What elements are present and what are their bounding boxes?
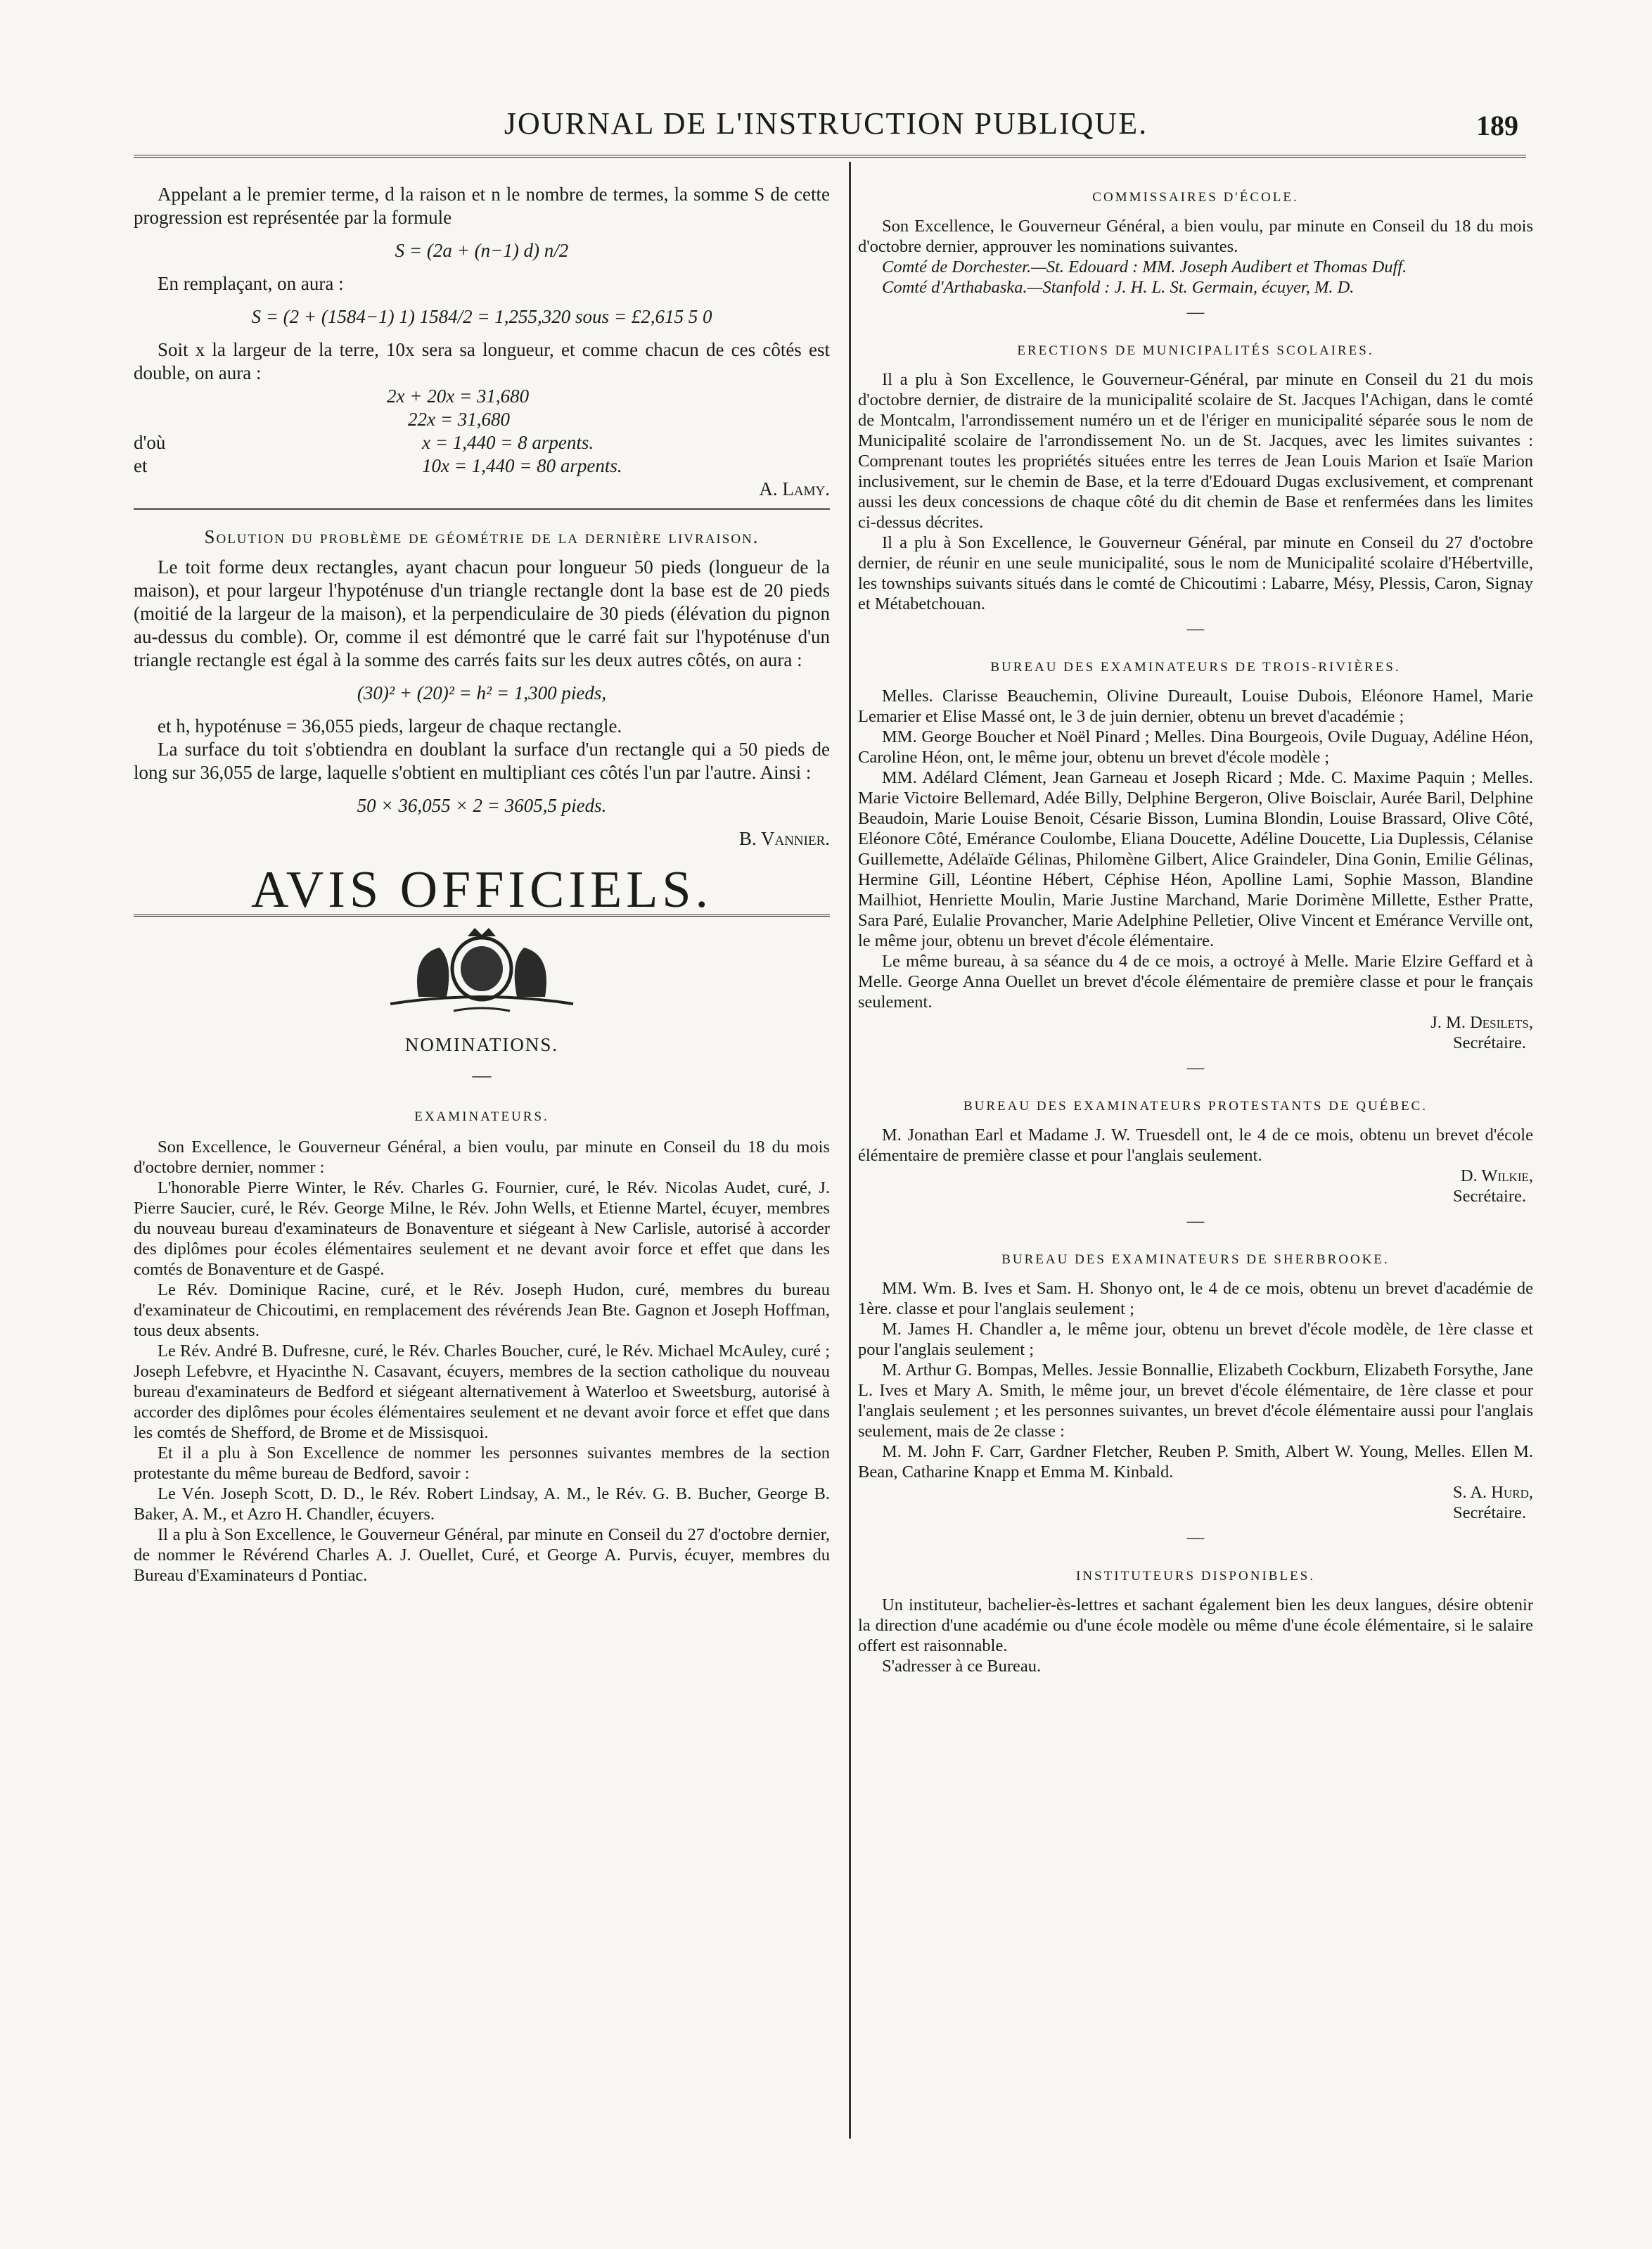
signature-vannier: B. Vannier. bbox=[738, 828, 830, 849]
avis-officiels-title: AVIS OFFICIELS. bbox=[250, 861, 713, 919]
signature-wilkie: D. Wilkie, bbox=[1460, 1166, 1533, 1185]
dash-separator: — bbox=[1186, 1211, 1205, 1230]
commissaires-paragraph-2: Comté de Dorchester.—St. Edouard : MM. Joseph Audibert et Thomas Duff. bbox=[882, 257, 1407, 276]
formula-result: S = (2 + (1584−1) 1) 1584/2 = 1,255,320 sous = £2,615 5 0 bbox=[251, 306, 712, 327]
royal-crest-icon bbox=[376, 926, 587, 1018]
signature-role: Secrétaire. bbox=[1452, 1187, 1526, 1206]
solution-paragraph-3: La surface du toit s'obtiendra en doublant la surface d'un rectangle qui a 50 pieds de long sur 36,055 de large, laquelle s'obtient en multipliant ces côtés l'un par l'autre. Ainsi : bbox=[134, 739, 830, 783]
dash-separator: — bbox=[1186, 1058, 1205, 1077]
trois-rivieres-title: BUREAU DES EXAMINATEURS DE TROIS-RIVIÈRES. bbox=[990, 660, 1401, 675]
instituteurs-paragraph-1: Un instituteur, bachelier-ès-lettres et sachant également bien les deux langues, désire obtenir la direction d'une académie ou d'une école modèle ou même d'une école élémentaire, si le salaire offert est raisonnable. bbox=[858, 1595, 1533, 1655]
formula-sum: S = (2a + (n−1) d) n/2 bbox=[395, 240, 569, 261]
trois-rivieres-paragraph-3: MM. Adélard Clément, Jean Garneau et Joseph Ricard ; Mde. C. Maxime Paquin ; Melles. Marie Victoire Bellemard, Adée Billy, Delphine Bergeron, Olive Boisclair, Aurée Baril, Delphine Beaudoin, Marie Louise Benoit, Césarie Bisson, Lumina Blondin, Louise Brassard, Olive Côté, Eléonore Côté, Emérance Coulombe, Eliana Doucette, Adéline Doucette, Lia Duplessis, Célanise Guillemette, Adélaïde Gélinas, Philomène Gilbert, Alice Graindeler, Dina Gonin, Emilie Gélinas, Hermine Gill, Léontine Hébert, Céphise Héon, Apolline Lami, Sophie Masson, Blandine Mailhiot, Henriette Moulin, Marie Justine Marchand, Marie Dorimène Millette, Esther Pratte, Sara Paré, Eulalie Provancher, Marie Adelphine Pelletier, Olive Vincent et Emérance Verville ont, le même jour, obtenu un brevet d'école élémentaire. bbox=[858, 768, 1533, 950]
left-column bbox=[134, 183, 830, 1586]
sherbrooke-paragraph-3: M. Arthur G. Bompas, Melles. Jessie Bonnallie, Elizabeth Cockburn, Elizabeth Forsythe, Jane L. Ives et Mary A. Smith, le même jour, un brevet d'école élémentaire, de 1ère classe et pour l'anglais seulement ; et les personnes suivantes, un brevet d'école élémentaire aussi pour l'anglais seulement, mais de 2e classe : bbox=[858, 1361, 1533, 1441]
nomination-paragraph-2: L'honorable Pierre Winter, le Rév. Charles G. Fournier, curé, le Rév. Nicolas Audet, curé, J. Pierre Saucier, curé, le Rév. George Milne, le Rév. John Wells, et Etienne Martel, écuyer, membres du nouveau bureau d'examinateurs de Bonaventure et siégeant à New Carlisle, autorisé à accorder des diplômes pour écoles élémentaires seulement et ne devant avoir force et effet que dans les comtés de Bonaventure et de Gaspé. bbox=[134, 1178, 830, 1279]
formula-surface: 50 × 36,055 × 2 = 3605,5 pieds. bbox=[357, 795, 607, 816]
quebec-title: BUREAU DES EXAMINATEURS PROTESTANTS DE QUÉBEC. bbox=[963, 1099, 1428, 1114]
solution-paragraph-1: Le toit forme deux rectangles, ayant chacun pour longueur 50 pieds (longueur de la maison), et pour largeur l'hypoténuse d'un triangle rectangle dont la base est de 20 pieds (moitié de la largeur de la maison), et la perpendiculaire de 30 pieds (élévation du pignon au-dessus du comble). Or, comme il est démontré que le carré fait sur l'hypoténuse d'un triangle rectangle est égal à la somme des carrés faits sur les deux autres côtés, on aura : bbox=[134, 556, 830, 670]
equation-4: et 10x = 1,440 = 80 arpents. bbox=[134, 455, 622, 476]
nominations-title: NOMINATIONS. bbox=[404, 1034, 559, 1055]
signature-desilets: J. M. Desilets, bbox=[1430, 1013, 1533, 1032]
signature-hurd: S. A. Hurd, bbox=[1452, 1483, 1533, 1502]
instituteurs-title: INSTITUTEURS DISPONIBLES. bbox=[1076, 1569, 1315, 1584]
nomination-paragraph-1: Son Excellence, le Gouverneur Général, a bien voulu, par minute en Conseil du 18 du mois d'octobre dernier, nommer : bbox=[134, 1138, 830, 1177]
instituteurs-paragraph-2: S'adresser à ce Bureau. bbox=[882, 1657, 1042, 1676]
erections-paragraph-1: Il a plu à Son Excellence, le Gouverneur-Général, par minute en Conseil du 21 du mois d'octobre dernier, de distraire de la municipalité scolaire de St. Jacques l'Achigan, dans le comté de Montcalm, l'arrondissement numéro un et de l'ériger en municipalité séparée sous le nom de Municipalité scolaire de l'arrondissement No. un de St. Jacques, avec les limites suivantes : Comprenant toutes les propriétés situées entre les terres de Jean Louis Marion et Isaïe Marion inclusivement, sur le chemin de Base, et la terre d'Edouard Dugas exclusivement, et comprenant aussi les deux concessions de chaque côté du dit chemin de Base et renfermées dans les limites ci-dessus décrites. bbox=[858, 370, 1533, 532]
nomination-paragraph-5: Et il a plu à Son Excellence de nommer les personnes suivantes membres de la section protestante du même bureau de Bedford, savoir : bbox=[134, 1444, 830, 1483]
trois-rivieres-paragraph-1: Melles. Clarisse Beauchemin, Olivine Dureault, Louise Dubois, Eléonore Hamel, Marie Lemarier et Elise Massé ont, le 3 de juin dernier, obtenu un brevet d'académie ; bbox=[858, 687, 1533, 726]
page-number: 189 bbox=[1476, 110, 1518, 141]
commissaires-paragraph-3: Comté d'Arthabaska.—Stanfold : J. H. L. St. Germain, écuyer, M. D. bbox=[882, 278, 1355, 297]
dash-separator: — bbox=[1186, 302, 1205, 321]
trois-rivieres-paragraph-4: Le même bureau, à sa séance du 4 de ce mois, a octroyé à Melle. Marie Elzire Geffard et à Melle. George Anna Ouellet un brevet d'école élémentaire de première classe et pour le français seulement. bbox=[858, 952, 1533, 1012]
signature-lamy: A. Lamy. bbox=[759, 478, 830, 499]
dash-separator: — bbox=[472, 1064, 492, 1085]
dash-separator: — bbox=[1186, 1528, 1205, 1547]
examinateurs-title: EXAMINATEURS. bbox=[414, 1109, 549, 1124]
journal-title: JOURNAL DE L'INSTRUCTION PUBLIQUE. bbox=[504, 106, 1148, 141]
sherbrooke-title: BUREAU DES EXAMINATEURS DE SHERBROOKE. bbox=[1001, 1252, 1390, 1267]
right-column bbox=[858, 183, 1533, 1676]
erections-paragraph-2: Il a plu à Son Excellence, le Gouverneur Général, par minute en Conseil du 27 d'octobre dernier, de réunir en une seule municipalité, sous le nom de Municipalité scolaire d'Hébertville, les townships suivants situés dans le comté de Chicoutimi : Labarre, Mésy, Plessis, Caron, Signay et Métabetchouan. bbox=[858, 533, 1533, 613]
equation-2: 22x = 31,680 bbox=[408, 409, 510, 430]
sherbrooke-paragraph-1: MM. Wm. B. Ives et Sam. H. Shonyo ont, le 4 de ce mois, obtenu un brevet d'académie de 1ère. classe et pour l'anglais seulement ; bbox=[858, 1279, 1533, 1318]
signature-role: Secrétaire. bbox=[1452, 1033, 1526, 1052]
equation-3: d'où x = 1,440 = 8 arpents. bbox=[134, 432, 594, 453]
commissaires-paragraph-1: Son Excellence, le Gouverneur Général, a bien voulu, par minute en Conseil du 18 du mois d'octobre dernier, approuver les nominations suivantes. bbox=[858, 217, 1533, 256]
intro-paragraph: Appelant a le premier terme, d la raison et n le nombre de termes, la somme S de cette progression est représentée par la formule bbox=[134, 184, 830, 228]
soit-paragraph: Soit x la largeur de la terre, 10x sera sa longueur, et comme chacun de ces côtés est double, on aura : bbox=[134, 339, 830, 383]
section-rule bbox=[134, 508, 830, 510]
dash-separator: — bbox=[1186, 619, 1205, 638]
sherbrooke-paragraph-4: M. M. John F. Carr, Gardner Fletcher, Reuben P. Smith, Albert W. Young, Melles. Ellen M. Bean, Catharine Knapp et Emma M. Kinbald. bbox=[858, 1442, 1533, 1482]
solution-title: Solution du problème de géométrie de la dernière livraison. bbox=[204, 526, 760, 547]
replacing-text: En remplaçant, on aura : bbox=[158, 273, 344, 294]
sherbrooke-paragraph-2: M. James H. Chandler a, le même jour, obtenu un brevet d'école modèle, de 1ère classe et pour l'anglais seulement ; bbox=[858, 1320, 1533, 1359]
header-rule bbox=[134, 155, 1526, 158]
nomination-paragraph-6: Le Vén. Joseph Scott, D. D., le Rév. Robert Lindsay, A. M., le Rév. G. B. Bucher, George B. Baker, A. M., et Azro H. Chandler, écuyers. bbox=[134, 1484, 830, 1524]
commissaires-title: COMMISSAIRES D'ÉCOLE. bbox=[1092, 190, 1299, 205]
quebec-paragraph-1: M. Jonathan Earl et Madame J. W. Truesdell ont, le 4 de ce mois, obtenu un brevet d'école élémentaire de première classe et pour l'anglais seulement. bbox=[858, 1126, 1533, 1165]
nomination-paragraph-4: Le Rév. André B. Dufresne, curé, le Rév. Charles Boucher, curé, le Rév. Michael McAuley, curé ; Joseph Lefebvre, et Hyacinthe N. Casavant, écuyers, membres de la section catholique du nouveau bureau d'examinateurs de Bedford et siégeant alternativement à Waterloo et Sweetsburg, autorisé à accorder des diplômes pour écoles élémentaires seulement et ne devant avoir force et effet que dans les comtés de Shefford, de Brome et de Missisquoi. bbox=[134, 1342, 830, 1442]
solution-paragraph-2: et h, hypoténuse = 36,055 pieds, largeur de chaque rectangle. bbox=[158, 715, 622, 737]
equation-1: 2x + 20x = 31,680 bbox=[387, 386, 530, 407]
formula-pythagoras: (30)² + (20)² = h² = 1,300 pieds, bbox=[357, 682, 607, 703]
trois-rivieres-paragraph-2: MM. George Boucher et Noël Pinard ; Melles. Dina Bourgeois, Ovile Duguay, Adéline Héon, Caroline Héon, ont, le même jour, obtenu un brevet d'école modèle ; bbox=[858, 727, 1533, 767]
nomination-paragraph-7: Il a plu à Son Excellence, le Gouverneur Général, par minute en Conseil du 27 d'octobre dernier, de nommer le Révérend Charles A. J. Ouellet, Curé, et George A. Purvis, écuyer, membres du Bureau d'Examinateurs d Pontiac. bbox=[134, 1525, 830, 1585]
signature-role: Secrétaire. bbox=[1452, 1503, 1526, 1522]
nomination-paragraph-3: Le Rév. Dominique Racine, curé, et le Rév. Joseph Hudon, curé, membres du bureau d'examinateur de Chicoutimi, en remplacement des révérends Jean Bte. Gagnon et Joseph Hoffman, tous deux absents. bbox=[134, 1280, 830, 1340]
erections-title: ERECTIONS DE MUNICIPALITÉS SCOLAIRES. bbox=[1017, 343, 1374, 358]
column-divider bbox=[849, 162, 851, 2139]
